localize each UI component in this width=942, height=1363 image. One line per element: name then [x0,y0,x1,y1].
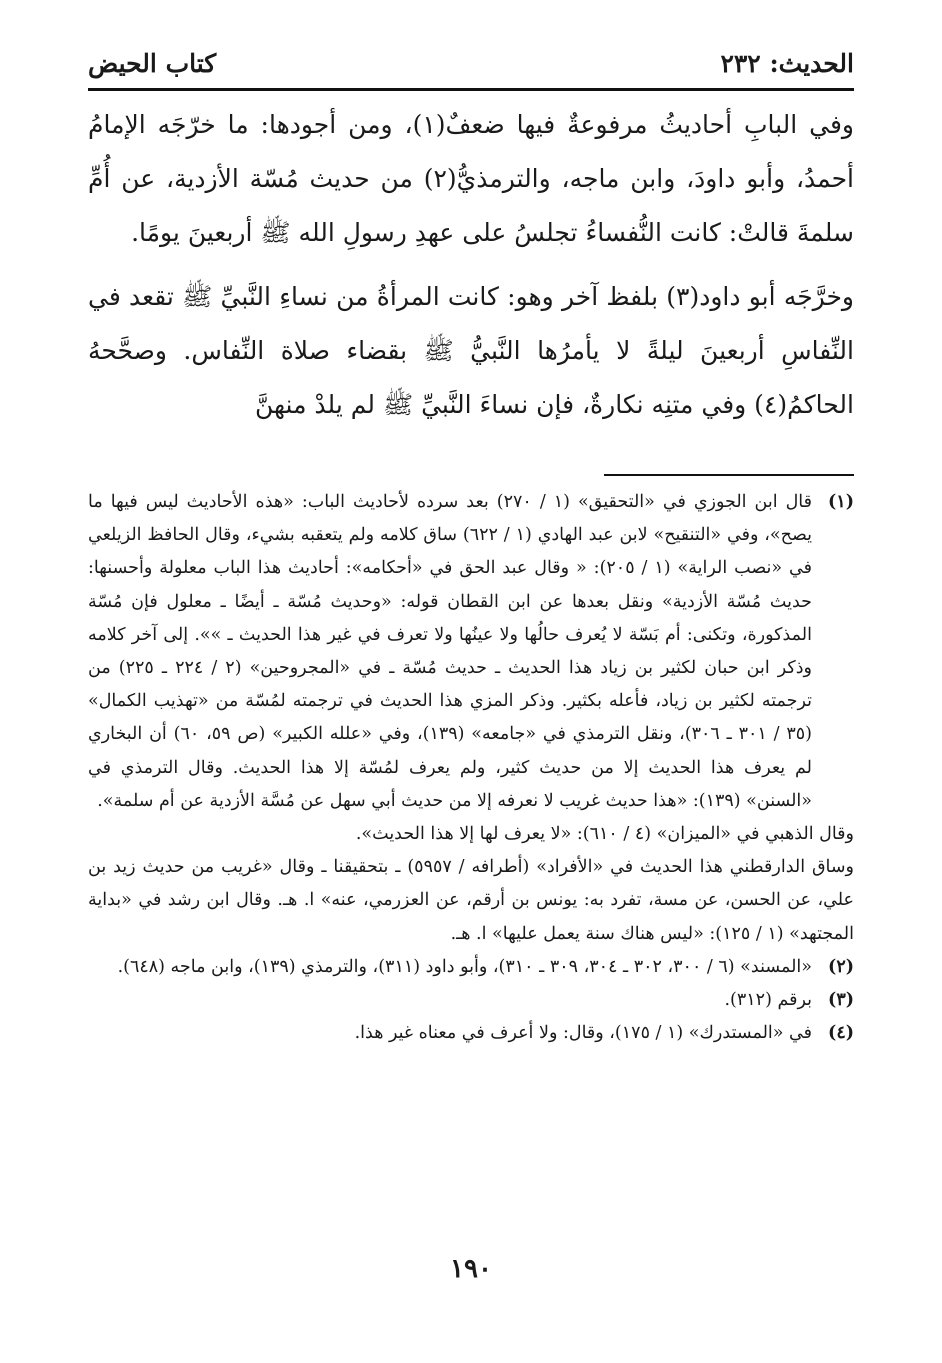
footnote-text: قال ابن الجوزي في «التحقيق» (١ / ٢٧٠) بعد سرده لأحاديث الباب: «هذه الأحاديث ليس فيها ما يصح»، وفي «التنقيح» لابن عبد الهادي (١ / ٦٢٢) ساق كلامه ولم يتعقبه بشيء، وقال الحافظ الزيلعي في «نصب الراية» (١ / ٢٠٥): « وقال عبد الحق في «أحكامه»: أحاديث هذا الباب معلولة وأحسنها: حديث مُسّة الأزدية» ونقل بعدها عن ابن القطان قوله: «وحديث مُسّة ـ أيضًا ـ معلول فإن مُسّة المذكورة، وتكنى: أم بَسّة لا يُعرف حالُها ولا عينُها ولا تعرف في غير هذا الحديث ـ »». إلى آخر كلامه وذكر ابن حبان لكثير بن زياد هذا الحديث ـ حديث مُسّة ـ في «المجروحين» (٢ / ٢٢٤ ـ ٢٢٥) من ترجمته لكثير بن زياد، فأعله بكثير. وذكر المزي هذا الحديث في ترجمته لمُسّة من «تهذيب الكمال» (٣٥ / ٣٠١ ـ ٣٠٦)، ونقل الترمذي في «جامعه» (١٣٩)، وفي «علله الكبير» (ص ٥٩، ٦٠) أن البخاري لم يعرف هذا الحديث إلا من حديث كثير، ولم يعرف لمُسّة إلا هذا الحديث. وقال الترمذي في «السنن» (١٣٩): «هذا حديث غريب لا نعرفه إلا من حديث أبي سهل عن مُسَّة الأزدية عن أم سلمة». [88,492,813,811]
footnote-4 [88,1017,854,1050]
footnote-2 [88,951,854,984]
footnote-text: برقم (٣١٢). [724,990,812,1011]
book-title: كتاب الحيض [88,49,217,78]
footnote-number: (٤) [828,1023,854,1044]
main-paragraph-2: وخرَّجَه أبو داود(٣) بلفظ آخر وهو: كانت المرأةُ من نساءِ النَّبيِّ ﷺ تقعد في النِّفاسِ أربعينَ ليلةً لا يأمرُها النَّبيُّ ﷺ بقضاء صلاة النِّفاس. وصحَّحهُ الحاكمُ(٤) وفي متنِه نكارةٌ، فإن نساءَ النَّبيِّ ﷺ لم يلدْ منهنَّ [88,282,854,419]
header-divider [88,88,854,91]
footnote-text: «المسند» (٦ / ٣٠٠، ٣٠٢ ـ ٣٠٤، ٣٠٩ ـ ٣١٠)، وأبو داود (٣١١)، والترمذي (١٣٩)، وابن ماجه (٦٤٨). [117,956,812,977]
footnote-divider [604,474,854,476]
footnotes [88,486,854,1050]
footnote-number: (٢) [828,956,854,977]
running-header [88,44,854,84]
footnote-text: في «المستدرك» (١ / ١٧٥)، وقال: ولا أعرف في معناه غير هذا. [354,1023,812,1044]
main-paragraph-1: وفي البابِ أحاديثُ مرفوعةٌ فيها ضعفٌ(١)، ومن أجودها: ما خرّجَه الإمامُ أحمدُ، وأبو داودَ، وابن ماجه، والترمذيُّ(٢) من حديث مُسّة الأزدية، عن أُمِّ سلمةَ قالتْ: كانت النُّفساءُ تجلسُ على عهدِ رسولِ الله ﷺ أربعينَ يومًا. [88,110,854,247]
page-number: ١٩٠ [450,1254,492,1284]
main-text [88,98,854,432]
footnote-number: (١) [828,492,854,512]
footnote-1-continuation-2: وساق الدارقطني هذا الحديث في «الأفراد» (أطرافه / ٥٩٥٧) ـ بتحقيقنا ـ وقال «غريب من حديث زيد بن علي، عن الحسن، عن مسة، تفرد به: يونس بن أرقم، عن العزرمي، عنه» ا. هـ. وقال ابن رشد في «بداية المجتهد» (١ / ١٢٥): «ليس هناك سنة يعمل عليها» ا. هـ. [88,857,855,944]
footnote-3 [88,984,854,1017]
footnote-1-continuation-1: وقال الذهبي في «الميزان» (٤ / ٦١٠): «لا يعرف لها إلا هذا الحديث». [355,824,854,845]
footnote-1 [88,486,854,818]
footnote-number: (٣) [828,990,854,1011]
hadith-number-label: الحديث: ٢٣٢ [720,49,854,78]
